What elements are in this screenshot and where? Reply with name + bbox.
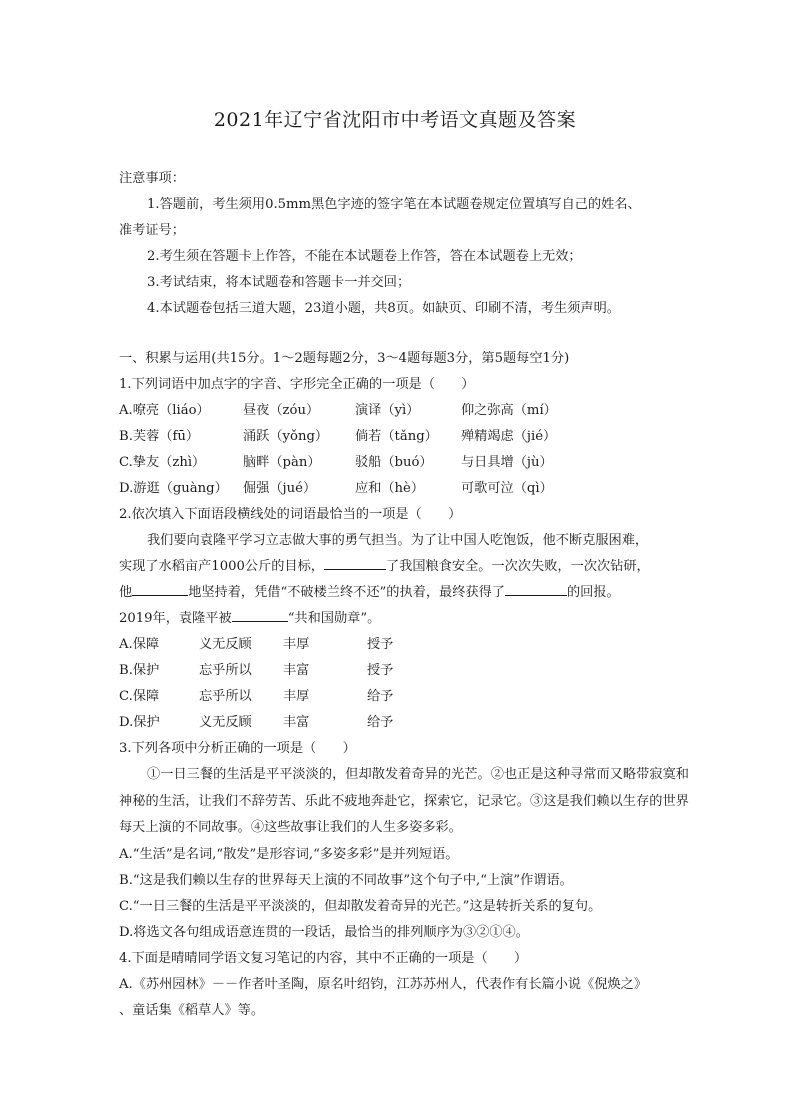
fill-blank-3[interactable] (505, 581, 567, 596)
document-body (119, 166, 689, 1024)
question-4-option-a-line-1: A.《苏州园林》－－作者叶圣陶，原名叶绍钧，江苏苏州人，代表作有长篇小说《倪焕之》 (119, 976, 648, 992)
document-title: 2021年辽宁省沈阳市中考语文真题及答案 (213, 109, 577, 131)
notice-item-1b: 准考证号； (119, 223, 185, 238)
section-heading: 一、积累与运用(共15分。1～2题每题2分，3～4题每题3分，第5题每空1分) (119, 351, 570, 366)
question-2-passage-line-4: 2019年，袁隆平被 “共和国勋章”。 (119, 606, 689, 632)
question-2-option-b: B.保护 忘乎所以 丰富 授予 (119, 663, 394, 678)
fill-blank-1[interactable] (324, 555, 386, 570)
question-2-passage-line-2: 实现了水稻亩产1000公斤的目标， 了我国粮食安全。一次次失败，一次次钻研， (119, 554, 689, 580)
fill-blank-4[interactable] (232, 607, 288, 622)
question-3-option-c: C.“一日三餐的生活是平平淡淡的，但却散发着奇异的光芒。”这是转折关系的复句。 (119, 898, 602, 914)
fill-blank-2[interactable] (132, 581, 188, 596)
notice-item-2: 2.考生须在答题卡上作答，不能在本试题卷上作答，答在本试题卷上无效； (147, 249, 582, 264)
question-3-option-a: A.“生活”是名词,“散发”是形容词,“多姿多彩”是并列短语。 (119, 846, 459, 862)
question-1-option-b: B.芙蓉（fū） 涌跃（yǒng） 倘若（tǎng） 殚精竭虑（jié） (119, 429, 557, 444)
question-2-stem: 2.依次填入下面语段横线处的词语最恰当的一项是（ ） (119, 507, 462, 522)
question-3-option-d: D.将选文各句组成语意连贯的一段话，最恰当的排列顺序为③②①④。 (119, 924, 529, 940)
notice-item-4: 4.本试题卷包括三道大题，23道小题，共8页。如缺页、印刷不清，考生须声明。 (147, 301, 620, 316)
question-1-option-d: D.游逛（guàng） 倔强（jué） 应和（hè） 可歌可泣（qì） (119, 481, 553, 496)
question-4-stem: 4.下面是晴晴同学语文复习笔记的内容，其中不正确的一项是（ ） (119, 950, 528, 966)
question-2-option-d: D.保护 义无反顾 丰富 给予 (119, 715, 394, 730)
question-1-stem: 1.下列词语中加点字的字音、字形完全正确的一项是（ ） (119, 377, 475, 392)
question-4-option-a-line-2: 、童话集《稻草人》等。 (119, 1002, 265, 1018)
question-2-passage-line-1: 我们要向袁隆平学习立志做大事的勇气担当。为了让中国人吃饱饭，他不断克服困难， (147, 533, 649, 548)
question-2-option-c: C.保障 忘乎所以 丰厚 给予 (119, 689, 394, 704)
question-2-option-a: A.保障 义无反顾 丰厚 授予 (119, 637, 394, 652)
question-3-option-b: B.“这是我们赖以生存的世界每天上演的不同故事”这个句子中,“上演”作谓语。 (119, 872, 573, 888)
notice-item-3: 3.考试结束，将本试题卷和答题卡一并交回； (147, 275, 411, 290)
notice-heading: 注意事项： (119, 171, 185, 186)
question-3-passage: ①一日三餐的生活是平平淡淡的，但却散发着奇异的光芒。②也正是这种寻常而又略带寂寞和神秘的生活，让我们不辞劳苦、乐此不疲地奔赴它，探索它，记录它。③这是我们赖以生存的世界每天上演的不同故事。④这些故事让我们的人生多姿多彩。 (119, 767, 689, 835)
question-2-passage-line-3: 他 地坚持着，凭借“不破楼兰终不还”的执着，最终获得了 的回报。 (119, 580, 689, 606)
question-1-option-c: C.挚友（zhì） 脑畔（pàn） 驳船（buó） 与日具增（jù） (119, 455, 553, 470)
notice-item-1a: 1.答题前，考生须用0.5mm黑色字迹的签字笔在本试题卷规定位置填写自己的姓名、 (147, 197, 641, 212)
question-1-option-a: A.嘹亮（liáo） 昼夜（zóu） 演译（yì） 仰之弥高（mí） (119, 403, 557, 418)
question-3-stem: 3.下列各项中分析正确的一项是（ ） (119, 741, 356, 756)
